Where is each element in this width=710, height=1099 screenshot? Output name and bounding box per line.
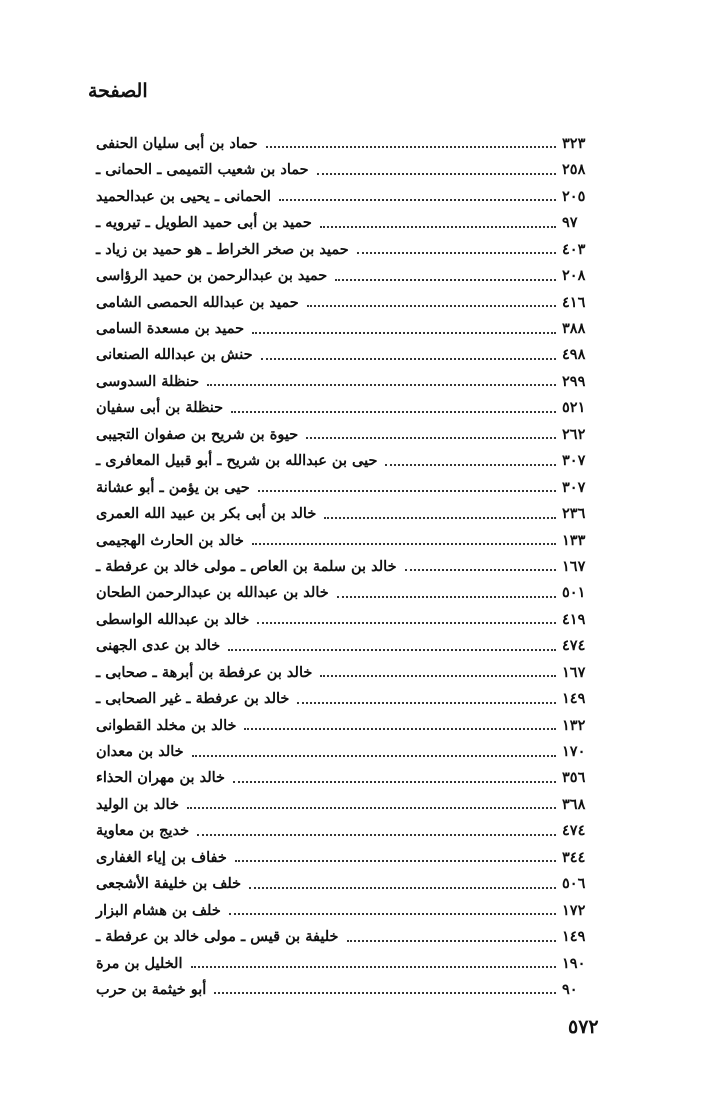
dot-leader [317,173,556,175]
entry-name: حيى بن عبدالله بن شريح ـ أبو قبيل المعافرى ـ [96,452,378,470]
dot-leader [357,252,556,254]
page-header: الصفحة [88,80,148,102]
dot-leader [191,966,557,968]
dot-leader [228,649,556,651]
dot-leader [187,807,556,809]
entry-name: حنش بن عبدالله الصنعانى [96,346,253,364]
entry-page-number: ٢٣٦ [562,505,586,523]
entry-page-number: ٤١٦ [562,293,586,311]
dot-leader [320,226,556,228]
list-item [96,313,596,339]
list-item [96,736,596,762]
entry-name: خالد بن سلمة بن العاص ـ مولى خالد بن عرفطة ـ [96,557,397,575]
entry-page-number: ٢٠٨ [562,267,586,285]
list-item [96,974,596,1000]
entry-name: خالد بن الوليد [96,795,179,813]
entry-page-number: ٤٧٤ [562,637,586,655]
entry-page-number: ٩٧ [562,214,578,232]
dot-leader [307,305,556,307]
dot-leader [258,490,556,492]
entry-name: أبو خيثمة بن حرب [96,980,207,998]
entry-name: خالد بن معدان [96,743,184,760]
dot-leader [347,940,557,942]
list-item [96,445,596,471]
dot-leader [405,569,556,571]
dot-leader [320,675,556,677]
entry-page-number: ٢٦٢ [562,425,586,443]
entry-page-number: ١٩٠ [562,954,586,972]
entry-page-number: ٢٩٩ [562,372,586,390]
entry-name: حيى بن يؤمن ـ أبو عشانة [96,478,250,496]
dot-leader [207,384,556,386]
list-item [96,895,596,921]
entry-name: حميد بن عبدالرحمن بن حميد الرؤاسى [96,267,328,285]
list-item [96,683,596,709]
list-item [96,763,596,789]
entry-page-number: ٣٠٧ [562,478,586,496]
entry-page-number: ٤٠٣ [562,240,586,258]
entry-page-number: ٤٩٨ [562,346,586,364]
list-item [96,260,596,286]
entry-page-number: ٩٠ [562,980,578,998]
list-item [96,948,596,974]
list-item [96,842,596,868]
entry-name: خفاف بن إياء الغفارى [96,848,227,866]
entry-name: حميد بن عبدالله الحمصى الشامى [96,293,299,311]
entry-page-number: ٥٢١ [562,399,586,417]
page-number: ٥٧٢ [568,1016,599,1038]
dot-leader [249,887,556,889]
entry-name: حميد بن صخر الخراط ـ هو حميد بن زياد ـ [96,240,349,258]
dot-leader [235,860,556,862]
list-item [96,287,596,313]
list-item [96,234,596,260]
dot-leader [261,358,556,360]
dot-leader [233,781,556,783]
dot-leader [197,834,556,836]
dot-leader [214,992,556,994]
dot-leader [266,146,556,148]
entry-name: خالد بن عبدالله الواسطى [96,610,250,628]
entry-page-number: ١٣٣ [562,531,586,549]
dot-leader [297,702,556,704]
list-item [96,630,596,656]
list-item [96,154,596,180]
entry-name: خلف بن خليفة الأشجعى [96,875,242,893]
entry-page-number: ٣٦٨ [562,795,586,813]
dot-leader [229,913,556,915]
entry-page-number: ٣٨٨ [562,320,586,337]
dot-leader [252,543,556,545]
list-item [96,472,596,498]
entry-name: حميد بن مسعدة السامى [96,320,245,337]
dot-leader [192,755,556,757]
list-item [96,551,596,577]
entry-page-number: ٣٤٤ [562,848,586,866]
entry-name: حنظلة بن أبى سفيان [96,399,224,417]
entry-page-number: ١٤٩ [562,690,586,708]
entry-name: خالد بن الحارث الهجيمى [96,531,244,549]
entry-page-number: ١٧٢ [562,901,586,919]
entry-name: حميد بن أبى حميد الطويل ـ تيرويه ـ [96,214,312,232]
list-item [96,340,596,366]
list-item [96,921,596,947]
list-item [96,419,596,445]
list-item [96,868,596,894]
dot-leader [252,332,556,334]
list-item [96,577,596,603]
entry-page-number: ١٣٢ [562,716,586,734]
entry-page-number: ٢٥٨ [562,161,586,179]
entry-name: حنظلة السدوسى [96,372,200,390]
dot-leader [244,728,556,730]
list-item [96,392,596,418]
entry-name: خالد بن مهران الحذاء [96,769,226,787]
entry-page-number: ٥٠٦ [562,875,586,893]
list-item [96,525,596,551]
list-item [96,604,596,630]
list-item [96,815,596,841]
entry-name: الحمانى ـ يحيى بن عبدالحميد [96,187,271,205]
dot-leader [385,464,556,466]
dot-leader [337,596,556,598]
entry-page-number: ٥٠١ [562,584,586,602]
entry-page-number: ١٤٩ [562,928,586,946]
list-item [96,128,596,154]
entry-name: خديج بن معاوية [96,822,190,840]
dot-leader [257,622,556,624]
entry-name: خالد بن مخلد القطوانى [96,716,237,734]
dot-leader [324,517,556,519]
entry-page-number: ٣٠٧ [562,452,586,470]
dot-leader [335,279,556,281]
dot-leader [231,411,556,413]
list-item [96,366,596,392]
list-item [96,498,596,524]
entry-name: خالد بن عرفطة ـ غير الصحابى ـ [96,690,290,708]
list-item [96,657,596,683]
list-item [96,710,596,736]
entry-page-number: ٤٧٤ [562,822,586,840]
dot-leader [279,199,556,201]
entry-page-number: ٣٥٦ [562,769,586,787]
entry-page-number: ١٦٧ [562,663,586,681]
entry-name: خالد بن عبدالله بن عبدالرحمن الطحان [96,584,329,602]
entry-page-number: ٤١٩ [562,610,586,628]
entry-name: خالد بن أبى بكر بن عبيد الله العمرى [96,505,317,523]
list-item [96,181,596,207]
entry-name: حماد بن أبى سليان الحنفى [96,134,258,152]
entry-page-number: ١٧٠ [562,743,586,760]
list-item [96,789,596,815]
entry-name: خليفة بن قيس ـ مولى خالد بن عرفطة ـ [96,928,339,946]
entry-page-number: ١٦٧ [562,557,586,575]
entry-name: الخليل بن مرة [96,954,183,972]
entry-name: حماد بن شعيب التميمى ـ الحمانى ـ [96,161,309,179]
entry-name: خالد بن عرفطة بن أبرهة ـ صحابى ـ [96,663,313,681]
entry-name: خلف بن هشام البزار [96,901,221,919]
entry-name: خالد بن عدى الجهنى [96,637,221,655]
index-list [96,128,596,1000]
entry-page-number: ٣٢٣ [562,134,586,152]
entry-page-number: ٢٠٥ [562,187,586,205]
entry-name: حيوة بن شريح بن صفوان التجيبى [96,425,299,443]
dot-leader [306,437,556,439]
list-item [96,207,596,233]
